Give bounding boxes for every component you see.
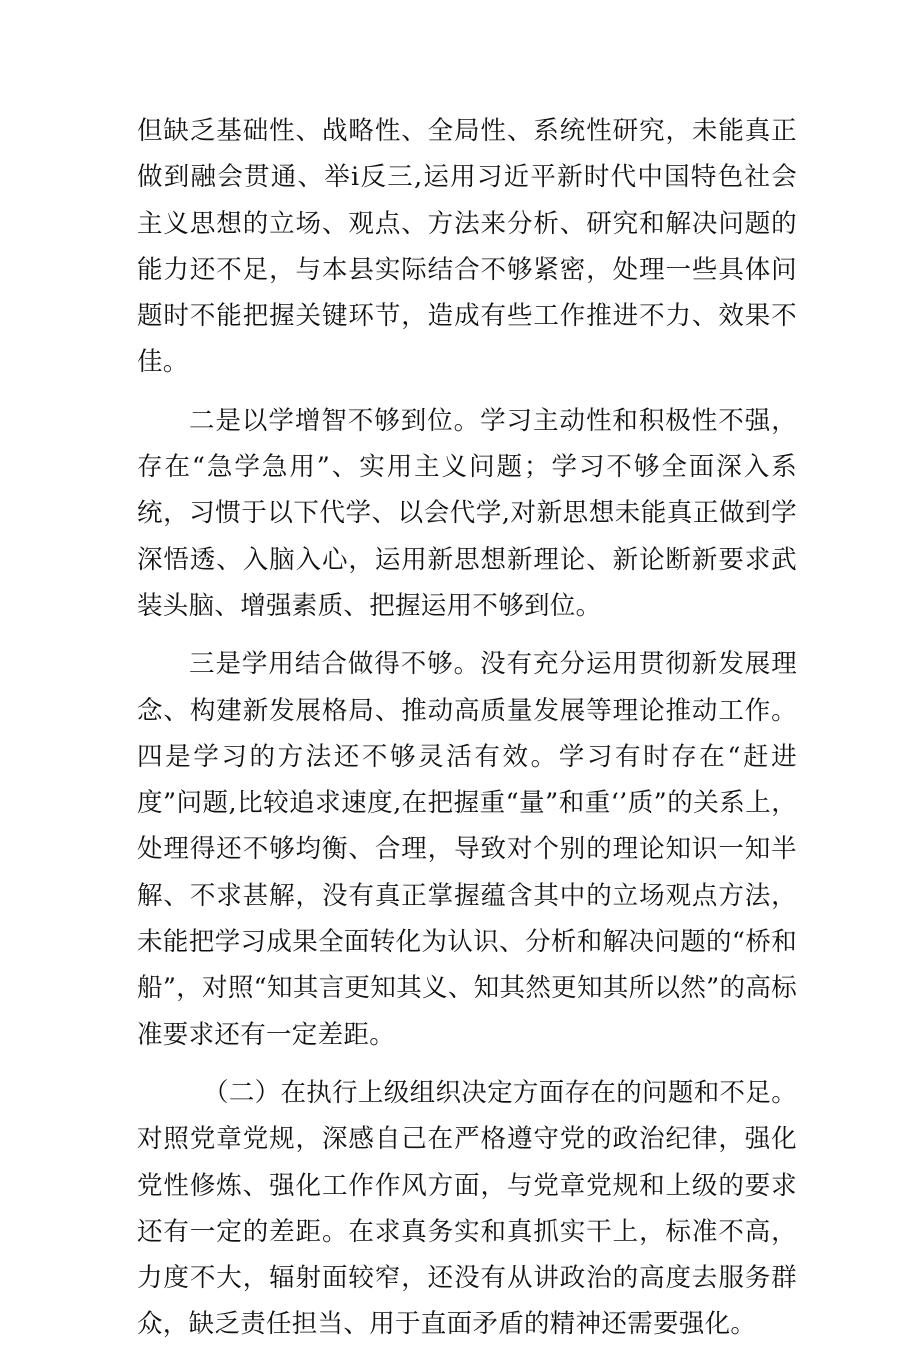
document-body	[137, 108, 797, 1348]
paragraph-section-two: （二）在执行上级组织决定方面存在的问题和不足。对照党章党规，深感自己在严格遵守党的政治纪律，强化党性修炼、强化工作作风方面，与党章党规和上级的要求还有一定的差距。在求真务实和真抓实干上，标准不高，力度不大，辐射面较窄，还没有从讲政治的高度去服务群众，缺乏责任担当、用于直面矛盾的精神还需要强化。	[137, 1077, 797, 1340]
paragraph-point-two: 二是以学增智不够到位。学习主动性和积极性不强，存在“急学急用”、实用主义问题；学习不够全面深入系统，习惯于以下代学、以会代学,对新思想未能真正做到学深悟透、入脑入心，运用新思想新理论、新论断新要求武装头脑、增强素质、把握运用不够到位。	[137, 405, 797, 621]
paragraph-continuation: 但缺乏基础性、战略性、全局性、系统性研究，未能真正做到融会贯通、举i反三,运用习近平新时代中国特色社会主义思想的立场、观点、方法来分析、研究和解决问题的能力还不足，与本县实际结合不够紧密，处理一些具体问题时不能把握关键环节，造成有些工作推进不力、效果不佳。	[137, 116, 797, 378]
paragraph-point-three: 三是学用结合做得不够。没有充分运用贯彻新发展理念、构建新发展格局、推动高质量发展等理论推动工作。四是学习的方法还不够灵活有效。学习有时存在“赶进度”问题,比较追求速度,在把握重“量”和重‘’质”的关系上，处理得还不够均衡、合理，导致对个别的理论知识一知半解、不求甚解，没有真正掌握蕴含其中的立场观点方法，未能把学习成果全面转化为认识、分析和解决问题的“桥和船”，对照“知其言更知其义、知其然更知其所以然”的高标准要求还有一定差距。	[137, 649, 797, 1050]
